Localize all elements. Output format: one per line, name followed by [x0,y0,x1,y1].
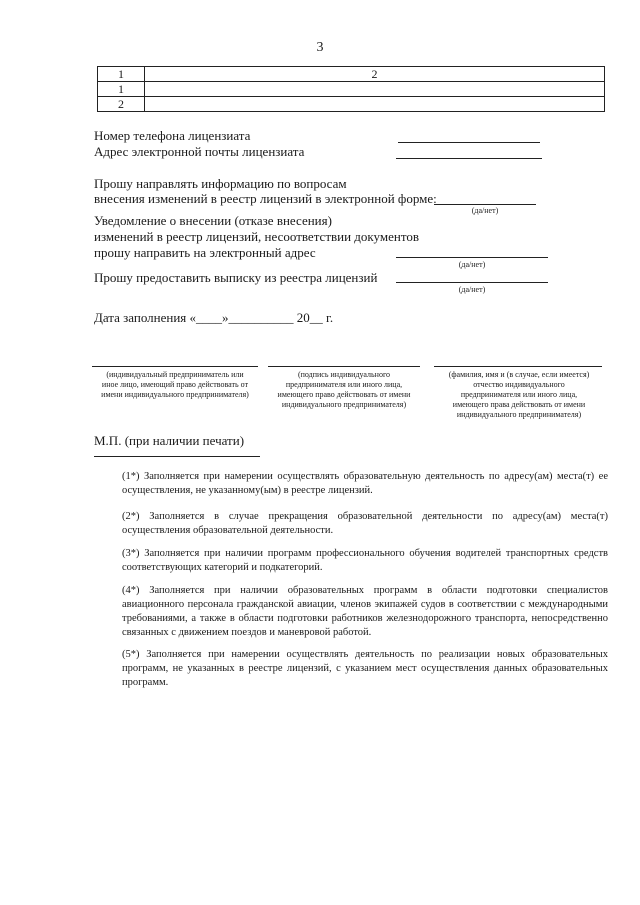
notification-line2: изменений в реестр лицензий, несоответствии документов [94,229,419,244]
footnote-4: (4*) Заполняется при наличии образовательных программ в области подготовки специалистов авиационного персонала гражданской авиации, членов экипажей судов в соответствии с международными требованиями, а также в области подготовки работников железнодорожного транспорта, непосредственно связанных с движением поездов и маневровой работой. [122,585,608,638]
signature-hint-line: индивидуального предпринимателя) [281,400,407,409]
table-row-num: 2 [98,97,145,112]
extract-answer-hint: (да/нет) [458,285,486,294]
electronic-request-line2: внесения изменений в реестр лицензий в электронной форме: [94,191,437,206]
electronic-request-line1: Прошу направлять информацию по вопросам [94,176,347,191]
signature-hint-line: (подпись индивидуального [297,370,391,379]
signature-line[interactable] [268,366,420,367]
stamp-line[interactable] [94,456,260,457]
notification-answer-hint: (да/нет) [458,260,486,269]
fullname-hint-line: отчество индивидуального [473,380,565,389]
signature-hint-line: имеющего право действовать от имени [277,390,411,399]
electronic-answer-hint: (да/нет) [471,206,499,215]
applicant-hint-line: имени индивидуального предпринимателя) [101,390,249,399]
table-row [98,82,605,97]
fullname-hint-line: индивидуального предпринимателя) [456,410,582,419]
table-row-num: 1 [98,82,145,97]
signature-hint-line: предпринимателя или иного лица, [285,380,403,389]
stamp-label: М.П. (при наличии печати) [94,433,245,448]
applicant-hint-line: иное лицо, имеющий право действовать от [101,380,249,389]
fullname-hint [430,370,608,420]
email-label: Адрес электронной почты лицензиата [94,144,305,159]
info-table [97,66,605,112]
table-row [98,97,605,112]
notification-line1: Уведомление о внесении (отказе внесения) [94,213,332,228]
fullname-hint-line: имеющего права действовать от имени [452,400,586,409]
fullname-hint-line: (фамилия, имя и (в случае, если имеется) [448,370,590,379]
extract-label: Прошу предоставить выписку из реестра лицензий [94,270,378,285]
phone-label: Номер телефона лицензиата [94,128,251,143]
table-header-col2: 2 [145,67,605,82]
table-header-row [98,67,605,82]
page-number: 3 [316,40,324,55]
signature-hint [264,370,424,410]
table-row-value[interactable] [145,97,605,112]
electronic-answer-field[interactable] [434,204,536,205]
applicant-hint [84,370,266,400]
fullname-hint-line: предпринимателя или иного лица, [460,390,578,399]
footnote-1: (1*) Заполняется при намерении осуществлять образовательную деятельность по адресу(ам) места(т) ее осуществления, не указанному(ым) в реестре лицензий. [122,471,608,496]
applicant-line[interactable] [92,366,258,367]
extract-answer-field[interactable] [396,282,548,283]
notification-answer-field[interactable] [396,257,548,258]
email-field[interactable] [396,158,542,159]
notification-line3: прошу направить на электронный адрес [94,245,316,260]
fill-date[interactable]: Дата заполнения «____»__________ 20__ г. [94,310,334,325]
phone-field[interactable] [398,142,540,143]
footnote-2: (2*) Заполняется в случае прекращения образовательной деятельности по адресу(ам) места(т) осуществления образовательной деятельности. [122,511,608,536]
table-row-value[interactable] [145,82,605,97]
fullname-line[interactable] [434,366,602,367]
table-header-col1: 1 [98,67,145,82]
footnote-3: (3*) Заполняется при наличии программ профессионального обучения водителей транспортных средств соответствующих категорий и подкатегорий. [122,548,608,573]
applicant-hint-line: (индивидуальный предприниматель или [106,370,244,379]
footnote-5: (5*) Заполняется при намерении осуществлять деятельность по реализации новых образовательных программ, не указанных в реестре лицензий, с указанием мест осуществления данных образовательных программ. [122,649,608,688]
